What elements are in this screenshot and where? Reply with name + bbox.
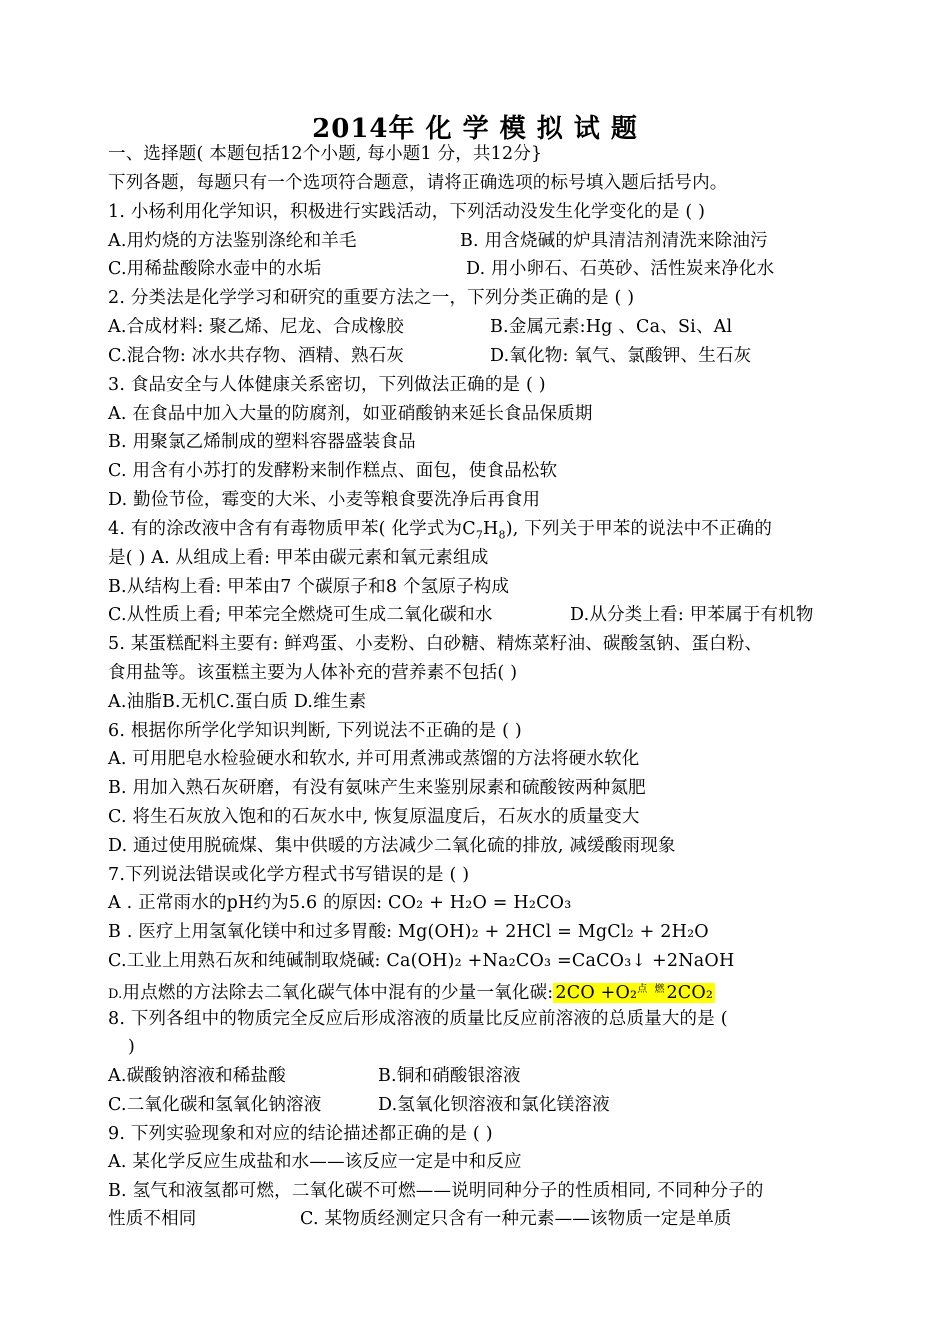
option-b: B . 医疗上用氢氧化镁中和过多胃酸: Mg(OH)₂ + 2HCl = MgCl₂ + 2H₂O — [108, 922, 709, 942]
option-b: B. 用聚氯乙烯制成的塑料容器盛装食品 — [108, 432, 416, 452]
option-a: A.用灼烧的方法鉴别涤纶和羊毛 — [108, 231, 357, 251]
question-1-stem: 1. 小杨利用化学知识，积极进行实践活动，下列活动没发生化学变化的是 ( ) — [108, 202, 706, 222]
option-a: A. 在食品中加入大量的防腐剂，如亚硝酸钠来延长食品保质期 — [108, 404, 593, 424]
question-3-stem: 3. 食品安全与人体健康关系密切，下列做法正确的是 ( ) — [108, 375, 546, 395]
option-b: B. 用含烧碱的炉具清洁剂清洗来除油污 — [460, 231, 768, 251]
option-a: A . 正常雨水的pH约为5.6 的原因: CO₂ + H₂O = H₂CO₃ — [108, 893, 572, 913]
option-c: C.从性质上看; 甲苯完全燃烧可生成二氧化碳和水 — [108, 605, 493, 625]
question-5-line-2: 食用盐等。该蛋糕主要为人体补充的营养素不包括( ) — [108, 663, 518, 683]
option-a: A.碳酸钠溶液和稀盐酸 — [108, 1066, 286, 1086]
option-c: C.用稀盐酸除水壶中的水垢 — [108, 259, 322, 279]
option-d: D.氧化物: 氧气、氯酸钾、生石灰 — [490, 346, 752, 366]
option-d: D.从分类上看: 甲苯属于有机物 — [570, 605, 814, 625]
option-c: C. 某物质经测定只含有一种元素——该物质一定是单质 — [300, 1209, 732, 1229]
option-c: C. 用含有小苏打的发酵粉来制作糕点、面包，使食品松软 — [108, 461, 558, 481]
option-a: A.合成材料: 聚乙烯、尼龙、合成橡胶 — [108, 317, 404, 337]
option-c: C.二氧化碳和氢氧化钠溶液 — [108, 1095, 322, 1115]
option-a: A. 某化学反应生成盐和水——该反应一定是中和反应 — [108, 1152, 522, 1172]
question-8-stem: 8. 下列各组中的物质完全反应后形成溶液的质量比反应前溶液的总质量大的是 ( — [108, 1009, 728, 1029]
option-c: C. 将生石灰放入饱和的石灰水中, 恢复原温度后，石灰水的质量变大 — [108, 807, 640, 827]
question-6-stem: 6. 根据你所学化学知识判断, 下列说法不正确的是 ( ) — [108, 721, 522, 741]
ignition-condition: 点 燃 — [637, 984, 667, 995]
question-2-stem: 2. 分类法是化学学习和研究的重要方法之一，下列分类正确的是 ( ) — [108, 288, 635, 308]
instructions: 下列各题，每题只有一个选项符合题意，请将正确选项的标号填入题后括号内。 — [108, 173, 728, 193]
question-4-stem: 4. 有的涂改液中含有有毒物质甲苯( 化学式为$C_7H_8$), 下列关于甲苯的说法中不正确的 — [108, 519, 773, 542]
option-c: C.混合物: 冰水共存物、酒精、熟石灰 — [108, 346, 405, 366]
question-9-stem: 9. 下列实验现象和对应的结论描述都正确的是 ( ) — [108, 1124, 493, 1144]
option-d: D. 用小卵石、石英砂、活性炭来净化水 — [466, 259, 775, 279]
toluene-formula: $C_7H_8$ — [462, 519, 506, 542]
highlighted-equation: 2CO +O₂$^{点 燃}$2CO₂ — [555, 983, 714, 1003]
option-b: B. 氢气和液氢都可燃，二氧化碳不可燃——说明同种分子的性质相同, 不同种分子的 — [108, 1181, 764, 1201]
question-8-paren: ) — [128, 1037, 136, 1057]
option-b: B.铜和硝酸银溶液 — [378, 1066, 521, 1086]
option-d: D.氢氧化钡溶液和氯化镁溶液 — [378, 1095, 610, 1115]
option-a: A. 可用肥皂水检验硬水和软水, 并可用煮沸或蒸馏的方法将硬水软化 — [108, 749, 640, 769]
option-d: D. 通过使用脱硫煤、集中供暖的方法减少二氧化硫的排放, 减缓酸雨现象 — [108, 836, 676, 856]
option-c: C.工业上用熟石灰和纯碱制取烧碱: Ca(OH)₂ +Na₂CO₃ =CaCO₃↓ +2NaOH — [108, 951, 735, 971]
option-b-continued: 性质不相同 — [108, 1209, 197, 1229]
option-b: B. 用加入熟石灰研磨，有没有氨味产生来鉴别尿素和硫酸铵两种氮肥 — [108, 778, 646, 798]
option-d: D.用点燃的方法除去二氧化碳气体中混有的少量一氧化碳: 2CO +O₂$^{点 燃}$2CO₂ — [108, 983, 714, 1003]
question-7-stem: 7.下列说法错误或化学方程式书写错误的是 ( ) — [108, 865, 470, 885]
page-title: 2014年 化 学 模 拟 试 题 — [312, 114, 638, 144]
option-b: B.从结构上看: 甲苯由7 个碳原子和8 个氢原子构成 — [108, 577, 510, 597]
question-4-line-2: 是( ) A. 从组成上看: 甲苯由碳元素和氧元素组成 — [108, 548, 489, 568]
option-b: B.金属元素:Hg 、Ca、Si、Al — [490, 317, 733, 337]
question-5-stem: 5. 某蛋糕配料主要有: 鲜鸡蛋、小麦粉、白砂糖、精炼菜籽油、碳酸氢钠、蛋白粉、 — [108, 634, 763, 654]
section-heading: 一、选择题( 本题包括12个小题, 每小题1 分，共12分} — [108, 144, 543, 164]
question-5-options: A.油脂B.无机C.蛋白质 D.维生素 — [108, 692, 367, 712]
option-d: D. 勤俭节俭，霉变的大米、小麦等粮食要洗净后再食用 — [108, 490, 541, 510]
